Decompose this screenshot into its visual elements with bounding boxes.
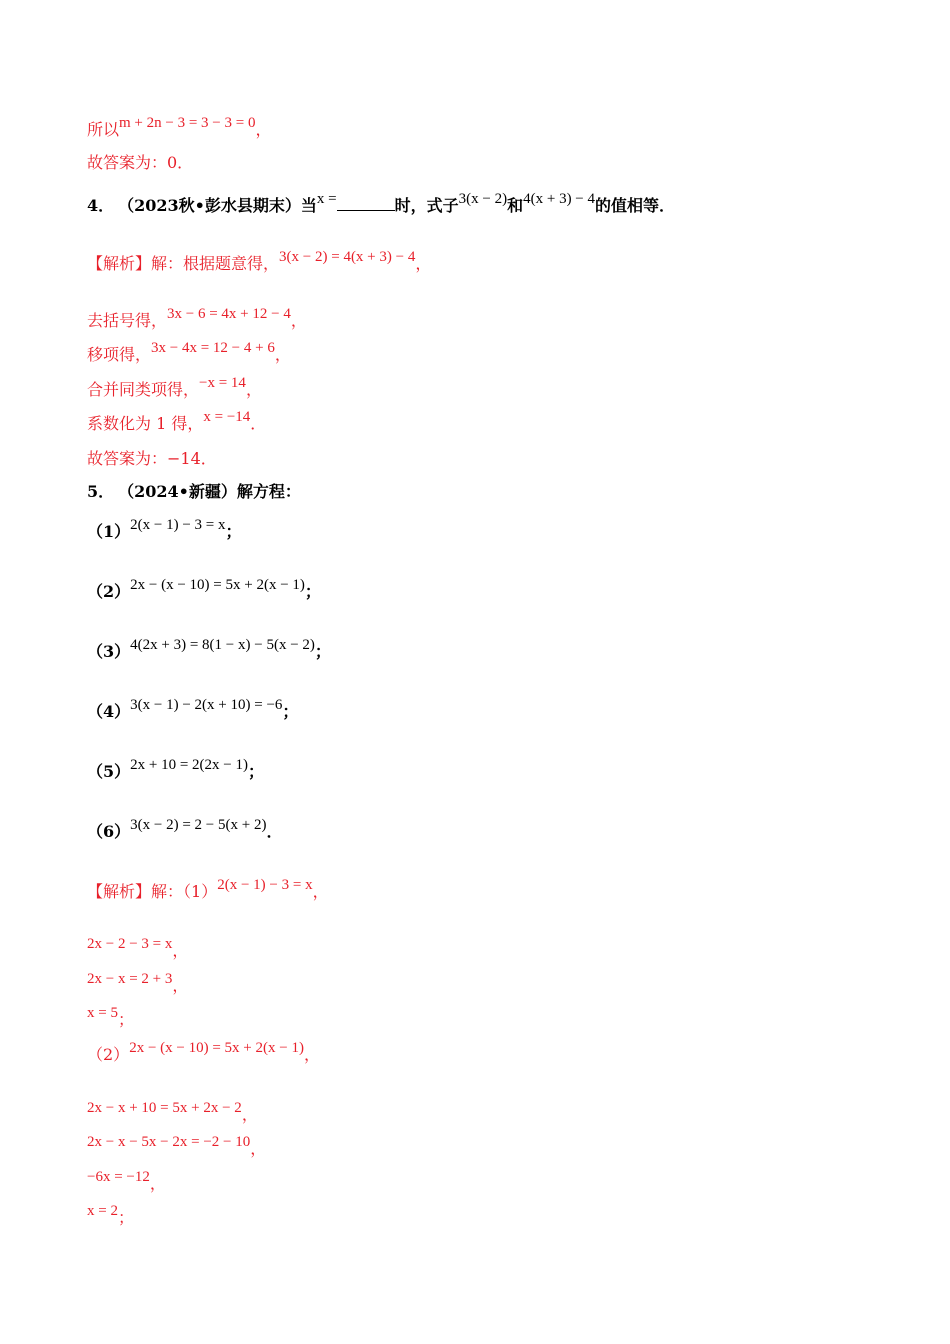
solution-step (87, 1169, 166, 1195)
equation: 2x + 10 = 2(2x − 1) (130, 757, 249, 773)
answer-blank[interactable] (337, 194, 395, 211)
solution-step (87, 375, 262, 401)
sub-question (87, 817, 283, 843)
equation: 2(x − 1) − 3 = x (217, 877, 313, 893)
analysis-header (87, 877, 329, 903)
text: 合并同类项得， (87, 380, 200, 399)
equation: 3x − 6 = 4x + 12 − 4 (167, 306, 291, 322)
sub-label: （1） (87, 522, 131, 541)
equation: 3(x − 2) = 2 − 5(x + 2) (130, 817, 267, 833)
text: 移项得， (87, 345, 152, 364)
sub-question (87, 637, 331, 663)
equation: 3(x − 1) − 2(x + 10) = −6 (130, 697, 283, 713)
analysis-header (87, 249, 432, 275)
equation: −x = 14 (199, 375, 246, 391)
equation: x = −14 (203, 409, 251, 425)
punct: ， (415, 254, 432, 273)
equation: 2x − x + 10 = 5x + 2x − 2 (87, 1100, 242, 1116)
punct: ； (282, 702, 299, 721)
question-source: （2023秋•彭水县期末）当 (118, 196, 317, 215)
question-number: 4． (87, 196, 115, 215)
question-text: （2024•新疆）解方程： (118, 482, 301, 501)
solution-step (87, 340, 291, 366)
punct: ， (255, 120, 272, 139)
answer-line (87, 153, 193, 173)
solution-step (87, 971, 189, 997)
punct: ． (250, 414, 267, 433)
sub-label: （3） (87, 642, 131, 661)
solution-step (87, 1100, 258, 1126)
equation: m + 2n − 3 = 3 − 3 = 0 (119, 115, 256, 131)
punct: ， (274, 345, 291, 364)
sub-label: （6） (87, 822, 131, 841)
solution-step (87, 306, 307, 332)
sub-label: （4） (87, 702, 131, 721)
question-number: 5． (87, 482, 115, 501)
punct: ， (245, 380, 262, 399)
punct: ． (266, 822, 283, 841)
answer-line (87, 449, 217, 469)
punct: ； (314, 642, 331, 661)
equation: 2x − (x − 10) = 5x + 2(x − 1) (130, 577, 305, 593)
punct: ， (149, 1174, 166, 1193)
punct: ， (312, 882, 329, 901)
text: 解：（1） (151, 882, 218, 901)
punct: ； (225, 522, 242, 541)
punct: ， (172, 976, 189, 995)
sub-label: （2） (87, 1045, 130, 1064)
text: 故答案为：0． (87, 153, 194, 172)
punct: ， (241, 1105, 258, 1124)
sub-question (87, 577, 321, 603)
text: 和 (507, 196, 524, 215)
punct: ， (250, 1139, 267, 1158)
text: 解：根据题意得， (151, 254, 280, 273)
punct: ； (304, 582, 321, 601)
text: 时，式子 (394, 196, 459, 215)
punct: ， (303, 1045, 320, 1064)
equation: −6x = −12 (87, 1169, 150, 1185)
punct: ， (290, 311, 307, 330)
solution-step (87, 1040, 320, 1066)
punct: ； (117, 1208, 134, 1227)
solution-step (87, 1005, 134, 1031)
equation: x = 5 (87, 1005, 118, 1021)
solution-step (87, 936, 189, 962)
equation: 2x − x = 2 + 3 (87, 971, 173, 987)
punct: ； (248, 762, 265, 781)
solution-step (87, 1203, 134, 1229)
equation: 2(x − 1) − 3 = x (130, 517, 226, 533)
sub-label: （5） (87, 762, 131, 781)
punct: ， (172, 941, 189, 960)
solution-step (87, 409, 267, 435)
equation: 4(2x + 3) = 8(1 − x) − 5(x − 2) (130, 637, 315, 653)
sub-question (87, 697, 299, 723)
sub-question (87, 757, 265, 783)
equation: 3(x − 2) = 4(x + 3) − 4 (279, 249, 416, 265)
text: 去括号得， (87, 311, 168, 330)
expression: 4(x + 3) − 4 (523, 191, 596, 207)
equation: 3x − 4x = 12 − 4 + 6 (151, 340, 275, 356)
text: 所以 (87, 120, 120, 139)
text: 系数化为 1 得， (87, 414, 204, 433)
equation: 2x − 2 − 3 = x (87, 936, 173, 952)
question-5 (87, 482, 301, 502)
solution-line (87, 115, 272, 141)
analysis-tag: 【解析】 (87, 254, 152, 273)
sub-label: （2） (87, 582, 131, 601)
analysis-tag: 【解析】 (87, 882, 152, 901)
expression: 3(x − 2) (458, 191, 508, 207)
solution-step (87, 1134, 267, 1160)
equation: x = (316, 191, 337, 207)
text: 的值相等． (595, 196, 676, 215)
equation: 2x − x − 5x − 2x = −2 − 10 (87, 1134, 251, 1150)
equation: 2x − (x − 10) = 5x + 2(x − 1) (129, 1040, 304, 1056)
equation: x = 2 (87, 1203, 118, 1219)
text: 故答案为：−14． (87, 449, 217, 468)
punct: ； (117, 1010, 134, 1029)
sub-question (87, 517, 242, 543)
question-4 (87, 191, 676, 217)
